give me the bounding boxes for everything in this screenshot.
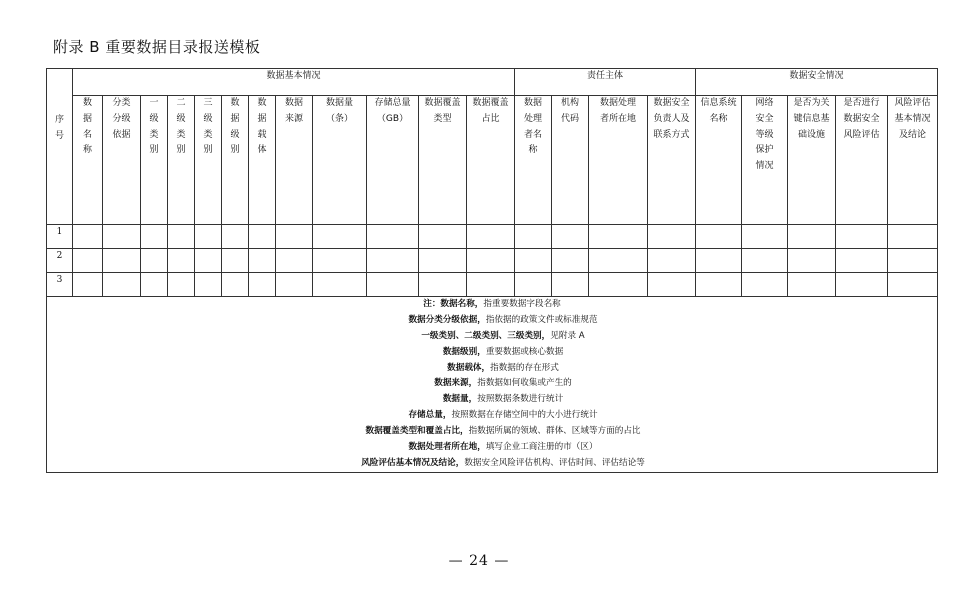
note-term: 数据覆盖类型和覆盖占比， <box>365 426 469 437</box>
note-line <box>47 424 937 440</box>
table-cell[interactable] <box>249 273 276 297</box>
note-term: 风险评估基本情况及结论， <box>361 457 465 468</box>
note-text: 按照数据在存储空间中的大小进行统计 <box>451 410 598 421</box>
col-header: 数据覆盖占比 <box>467 96 515 225</box>
table-cell[interactable] <box>419 225 467 249</box>
table-cell[interactable] <box>552 273 589 297</box>
table-cell[interactable] <box>141 249 168 273</box>
table-cell[interactable] <box>696 225 742 249</box>
note-line <box>47 313 937 329</box>
note-text: 按照数据条数进行统计 <box>477 394 564 405</box>
table-cell[interactable] <box>168 273 195 297</box>
page-title: 附录 B 重要数据目录报送模板 <box>53 38 261 56</box>
table-cell[interactable] <box>742 249 788 273</box>
note-line <box>47 392 937 408</box>
note-term: 数据分类分级依据， <box>408 314 486 325</box>
catalog-template-table <box>46 68 938 473</box>
table-cell[interactable] <box>467 225 515 249</box>
table-cell[interactable] <box>467 249 515 273</box>
table-cell[interactable] <box>589 273 648 297</box>
col-header: 存储总量（GB） <box>367 96 419 225</box>
table-cell[interactable] <box>515 249 552 273</box>
table-cell[interactable] <box>788 225 836 249</box>
table-cell[interactable] <box>195 249 222 273</box>
col-header: 二级类别 <box>168 96 195 225</box>
col-header: 信息系统名称 <box>696 96 742 225</box>
table-cell[interactable] <box>515 273 552 297</box>
table-cell[interactable] <box>222 225 249 249</box>
table-cell[interactable] <box>141 273 168 297</box>
table-cell[interactable] <box>141 225 168 249</box>
note-line <box>47 408 937 424</box>
group-basic-info: 数据基本情况 <box>73 69 515 96</box>
col-header: 数据安全负责人及联系方式 <box>648 96 696 225</box>
col-header: 数据载体 <box>249 96 276 225</box>
table-cell[interactable] <box>367 249 419 273</box>
table-cell[interactable] <box>648 273 696 297</box>
table-cell[interactable] <box>103 249 141 273</box>
col-header: 数据名称 <box>73 96 103 225</box>
table-cell[interactable] <box>419 273 467 297</box>
note-text: 指数据如何收集或产生的 <box>477 378 572 389</box>
col-header: 数据级别 <box>222 96 249 225</box>
table-cell[interactable] <box>515 225 552 249</box>
table-cell[interactable] <box>836 249 888 273</box>
table-cell[interactable] <box>367 273 419 297</box>
seq-header: 序号 <box>47 69 73 225</box>
table-cell[interactable] <box>742 273 788 297</box>
table-cell[interactable] <box>103 225 141 249</box>
col-header: 是否为关键信息基础设施 <box>788 96 836 225</box>
col-header: 数据处理者名称 <box>515 96 552 225</box>
note-line <box>47 456 937 472</box>
table-cell[interactable] <box>589 225 648 249</box>
table-cell[interactable] <box>467 273 515 297</box>
table-cell[interactable] <box>195 273 222 297</box>
table-cell[interactable] <box>249 249 276 273</box>
table-cell[interactable] <box>552 249 589 273</box>
table-row <box>47 225 938 249</box>
note-term: 存储总量， <box>408 410 452 421</box>
col-header: 数据来源 <box>276 96 313 225</box>
note-line <box>47 376 937 392</box>
note-text: 填写企业工商注册的市（区） <box>485 442 598 453</box>
table-cell[interactable] <box>103 273 141 297</box>
table-cell[interactable] <box>648 225 696 249</box>
table-cell[interactable] <box>589 249 648 273</box>
page-number: — 24 — <box>448 553 510 569</box>
table-cell[interactable] <box>276 273 313 297</box>
table-cell[interactable] <box>276 249 313 273</box>
note-line <box>47 440 937 456</box>
note-text: 见附录 A <box>550 330 585 341</box>
note-term: 注：数据名称， <box>423 299 484 309</box>
table-cell[interactable] <box>313 273 367 297</box>
row-number: 2 <box>47 249 73 273</box>
table-cell[interactable] <box>195 225 222 249</box>
note-line <box>47 345 937 361</box>
table-cell[interactable] <box>168 225 195 249</box>
group-responsible-party: 责任主体 <box>515 69 696 96</box>
note-line <box>47 329 937 345</box>
table-cell[interactable] <box>788 249 836 273</box>
row-number: 1 <box>47 225 73 249</box>
table-cell[interactable] <box>73 225 103 249</box>
table-cell[interactable] <box>73 273 103 297</box>
col-header: 机构代码 <box>552 96 589 225</box>
table-cell[interactable] <box>888 273 938 297</box>
table-cell[interactable] <box>836 273 888 297</box>
table-row <box>47 249 938 273</box>
table-cell[interactable] <box>168 249 195 273</box>
table-cell[interactable] <box>222 249 249 273</box>
table-cell[interactable] <box>313 225 367 249</box>
table-cell[interactable] <box>888 225 938 249</box>
table-cell[interactable] <box>276 225 313 249</box>
table-cell[interactable] <box>552 225 589 249</box>
col-header: 数据量（条） <box>313 96 367 225</box>
notes-section <box>47 297 938 473</box>
col-header: 风险评估基本情况及结论 <box>888 96 938 225</box>
table-cell[interactable] <box>313 249 367 273</box>
note-term: 数据级别， <box>442 346 486 357</box>
table-cell[interactable] <box>648 249 696 273</box>
col-header: 分类分级依据 <box>103 96 141 225</box>
note-term: 数据量， <box>442 394 478 405</box>
table-cell[interactable] <box>742 225 788 249</box>
note-text: 重要数据或核心数据 <box>485 346 564 357</box>
table-cell[interactable] <box>419 249 467 273</box>
note-line <box>47 297 937 313</box>
note-text: 指依据的政策文件或标准规范 <box>485 314 598 325</box>
note-line <box>47 361 937 377</box>
col-header: 数据覆盖类型 <box>419 96 467 225</box>
table-cell[interactable] <box>367 225 419 249</box>
table-cell[interactable] <box>836 225 888 249</box>
col-header: 网络安全等级保护情况 <box>742 96 788 225</box>
table-cell[interactable] <box>249 225 276 249</box>
note-text: 数据安全风险评估机构、评估时间、评估结论等 <box>464 457 645 468</box>
col-header: 数据处理者所在地 <box>589 96 648 225</box>
table-cell[interactable] <box>73 249 103 273</box>
group-security-info: 数据安全情况 <box>696 69 938 96</box>
note-term: 一级类别、二级类别、三级类别， <box>421 330 551 341</box>
col-header: 三级类别 <box>195 96 222 225</box>
table-cell[interactable] <box>696 273 742 297</box>
note-term: 数据载体， <box>447 362 491 373</box>
row-number: 3 <box>47 273 73 297</box>
col-header: 是否进行数据安全风险评估 <box>836 96 888 225</box>
note-term: 数据处理者所在地， <box>408 442 486 453</box>
table-cell[interactable] <box>888 249 938 273</box>
table-cell[interactable] <box>222 273 249 297</box>
col-header: 一级类别 <box>141 96 168 225</box>
note-term: 数据来源， <box>434 378 478 389</box>
table-cell[interactable] <box>696 249 742 273</box>
note-text: 指数据所属的领域、群体、区域等方面的占比 <box>468 426 641 437</box>
table-row <box>47 273 938 297</box>
table-cell[interactable] <box>788 273 836 297</box>
note-text: 指数据的存在形式 <box>490 362 559 373</box>
note-text: 指重要数据字段名称 <box>483 299 561 309</box>
